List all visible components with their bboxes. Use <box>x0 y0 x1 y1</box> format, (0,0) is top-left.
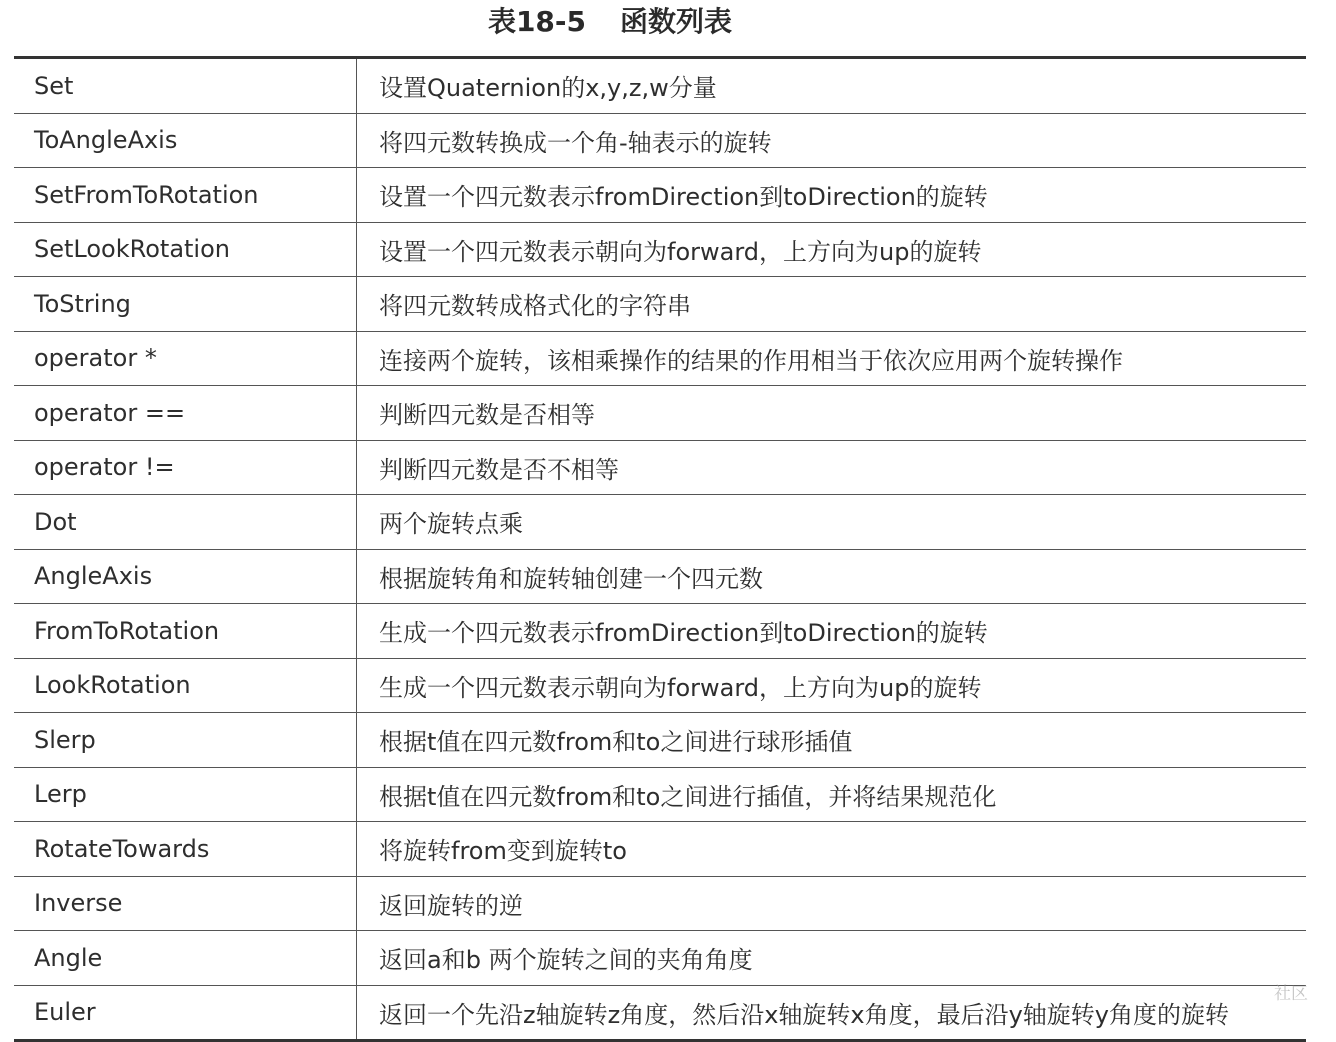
function-name-cell: ToAngleAxis <box>14 113 357 168</box>
function-name-cell: SetFromToRotation <box>14 168 357 223</box>
function-description-cell: 返回一个先沿z轴旋转z角度，然后沿x轴旋转x角度，最后沿y轴旋转y角度的旋转 <box>379 1000 1230 1029</box>
table-row <box>14 277 1306 332</box>
function-description-cell: 设置一个四元数表示朝向为forward，上方向为up的旋转 <box>357 222 1307 277</box>
table-row <box>14 604 1306 659</box>
function-name-cell: Angle <box>14 931 357 986</box>
table-row <box>14 440 1306 495</box>
table-row <box>14 713 1306 768</box>
function-name-cell: Dot <box>14 495 357 550</box>
function-description-cell: 判断四元数是否不相等 <box>357 440 1307 495</box>
function-description-cell: 连接两个旋转，该相乘操作的结果的作用相当于依次应用两个旋转操作 <box>357 331 1307 386</box>
table-row <box>14 495 1306 550</box>
function-name-cell: operator != <box>14 440 357 495</box>
function-name-cell: RotateTowards <box>14 822 357 877</box>
function-description-cell: 根据t值在四元数from和to之间进行球形插值 <box>357 713 1307 768</box>
function-name-cell: FromToRotation <box>14 604 357 659</box>
table-title: 函数列表 <box>620 5 733 38</box>
table-row <box>14 658 1306 713</box>
table-row <box>14 822 1306 877</box>
table-row <box>14 222 1306 277</box>
table-row <box>14 931 1306 986</box>
function-name-cell: Slerp <box>14 713 357 768</box>
function-name-cell: LookRotation <box>14 658 357 713</box>
function-name-cell: ToString <box>14 277 357 332</box>
table-row <box>14 113 1306 168</box>
function-table-body <box>14 59 1306 1039</box>
function-description-cell: 根据t值在四元数from和to之间进行插值，并将结果规范化 <box>357 767 1307 822</box>
function-description-cell: 根据旋转角和旋转轴创建一个四元数 <box>357 549 1307 604</box>
table-row <box>14 331 1306 386</box>
function-name-cell: AngleAxis <box>14 549 357 604</box>
function-description-cell: 设置一个四元数表示fromDirection到toDirection的旋转 <box>357 168 1307 223</box>
function-description-cell: 将旋转from变到旋转to <box>357 822 1307 877</box>
function-name-cell: Lerp <box>14 767 357 822</box>
function-name-cell: operator * <box>14 331 357 386</box>
function-description-cell: 两个旋转点乘 <box>357 495 1307 550</box>
table-row <box>14 168 1306 223</box>
function-description-cell: 返回a和b 两个旋转之间的夹角角度 <box>357 931 1307 986</box>
function-description-cell: 将四元数转换成一个角-轴表示的旋转 <box>357 113 1307 168</box>
table-row <box>14 386 1306 441</box>
function-name-cell: operator == <box>14 386 357 441</box>
table-row <box>14 549 1306 604</box>
function-description-cell: 将四元数转成格式化的字符串 <box>357 277 1307 332</box>
function-name-cell: Inverse <box>14 876 357 931</box>
table-row <box>14 985 1306 1039</box>
function-description-cell: 生成一个四元数表示朝向为forward，上方向为up的旋转 <box>357 658 1307 713</box>
table-caption <box>0 0 1336 40</box>
function-name-cell: SetLookRotation <box>14 222 357 277</box>
function-description-cell: 设置Quaternion的x,y,z,w分量 <box>357 59 1307 113</box>
function-table <box>14 56 1306 1042</box>
table-row <box>14 876 1306 931</box>
function-description-cell: 生成一个四元数表示fromDirection到toDirection的旋转 <box>357 604 1307 659</box>
function-description-cell: 判断四元数是否相等 <box>357 386 1307 441</box>
table-row <box>14 767 1306 822</box>
function-description-cell: 返回旋转的逆 <box>357 876 1307 931</box>
watermark: 社区 <box>1274 984 1308 1004</box>
function-name-cell: Set <box>14 59 357 113</box>
table-row <box>14 59 1306 113</box>
table-number: 表18-5 <box>487 5 587 38</box>
function-name-cell: Euler <box>14 985 357 1039</box>
